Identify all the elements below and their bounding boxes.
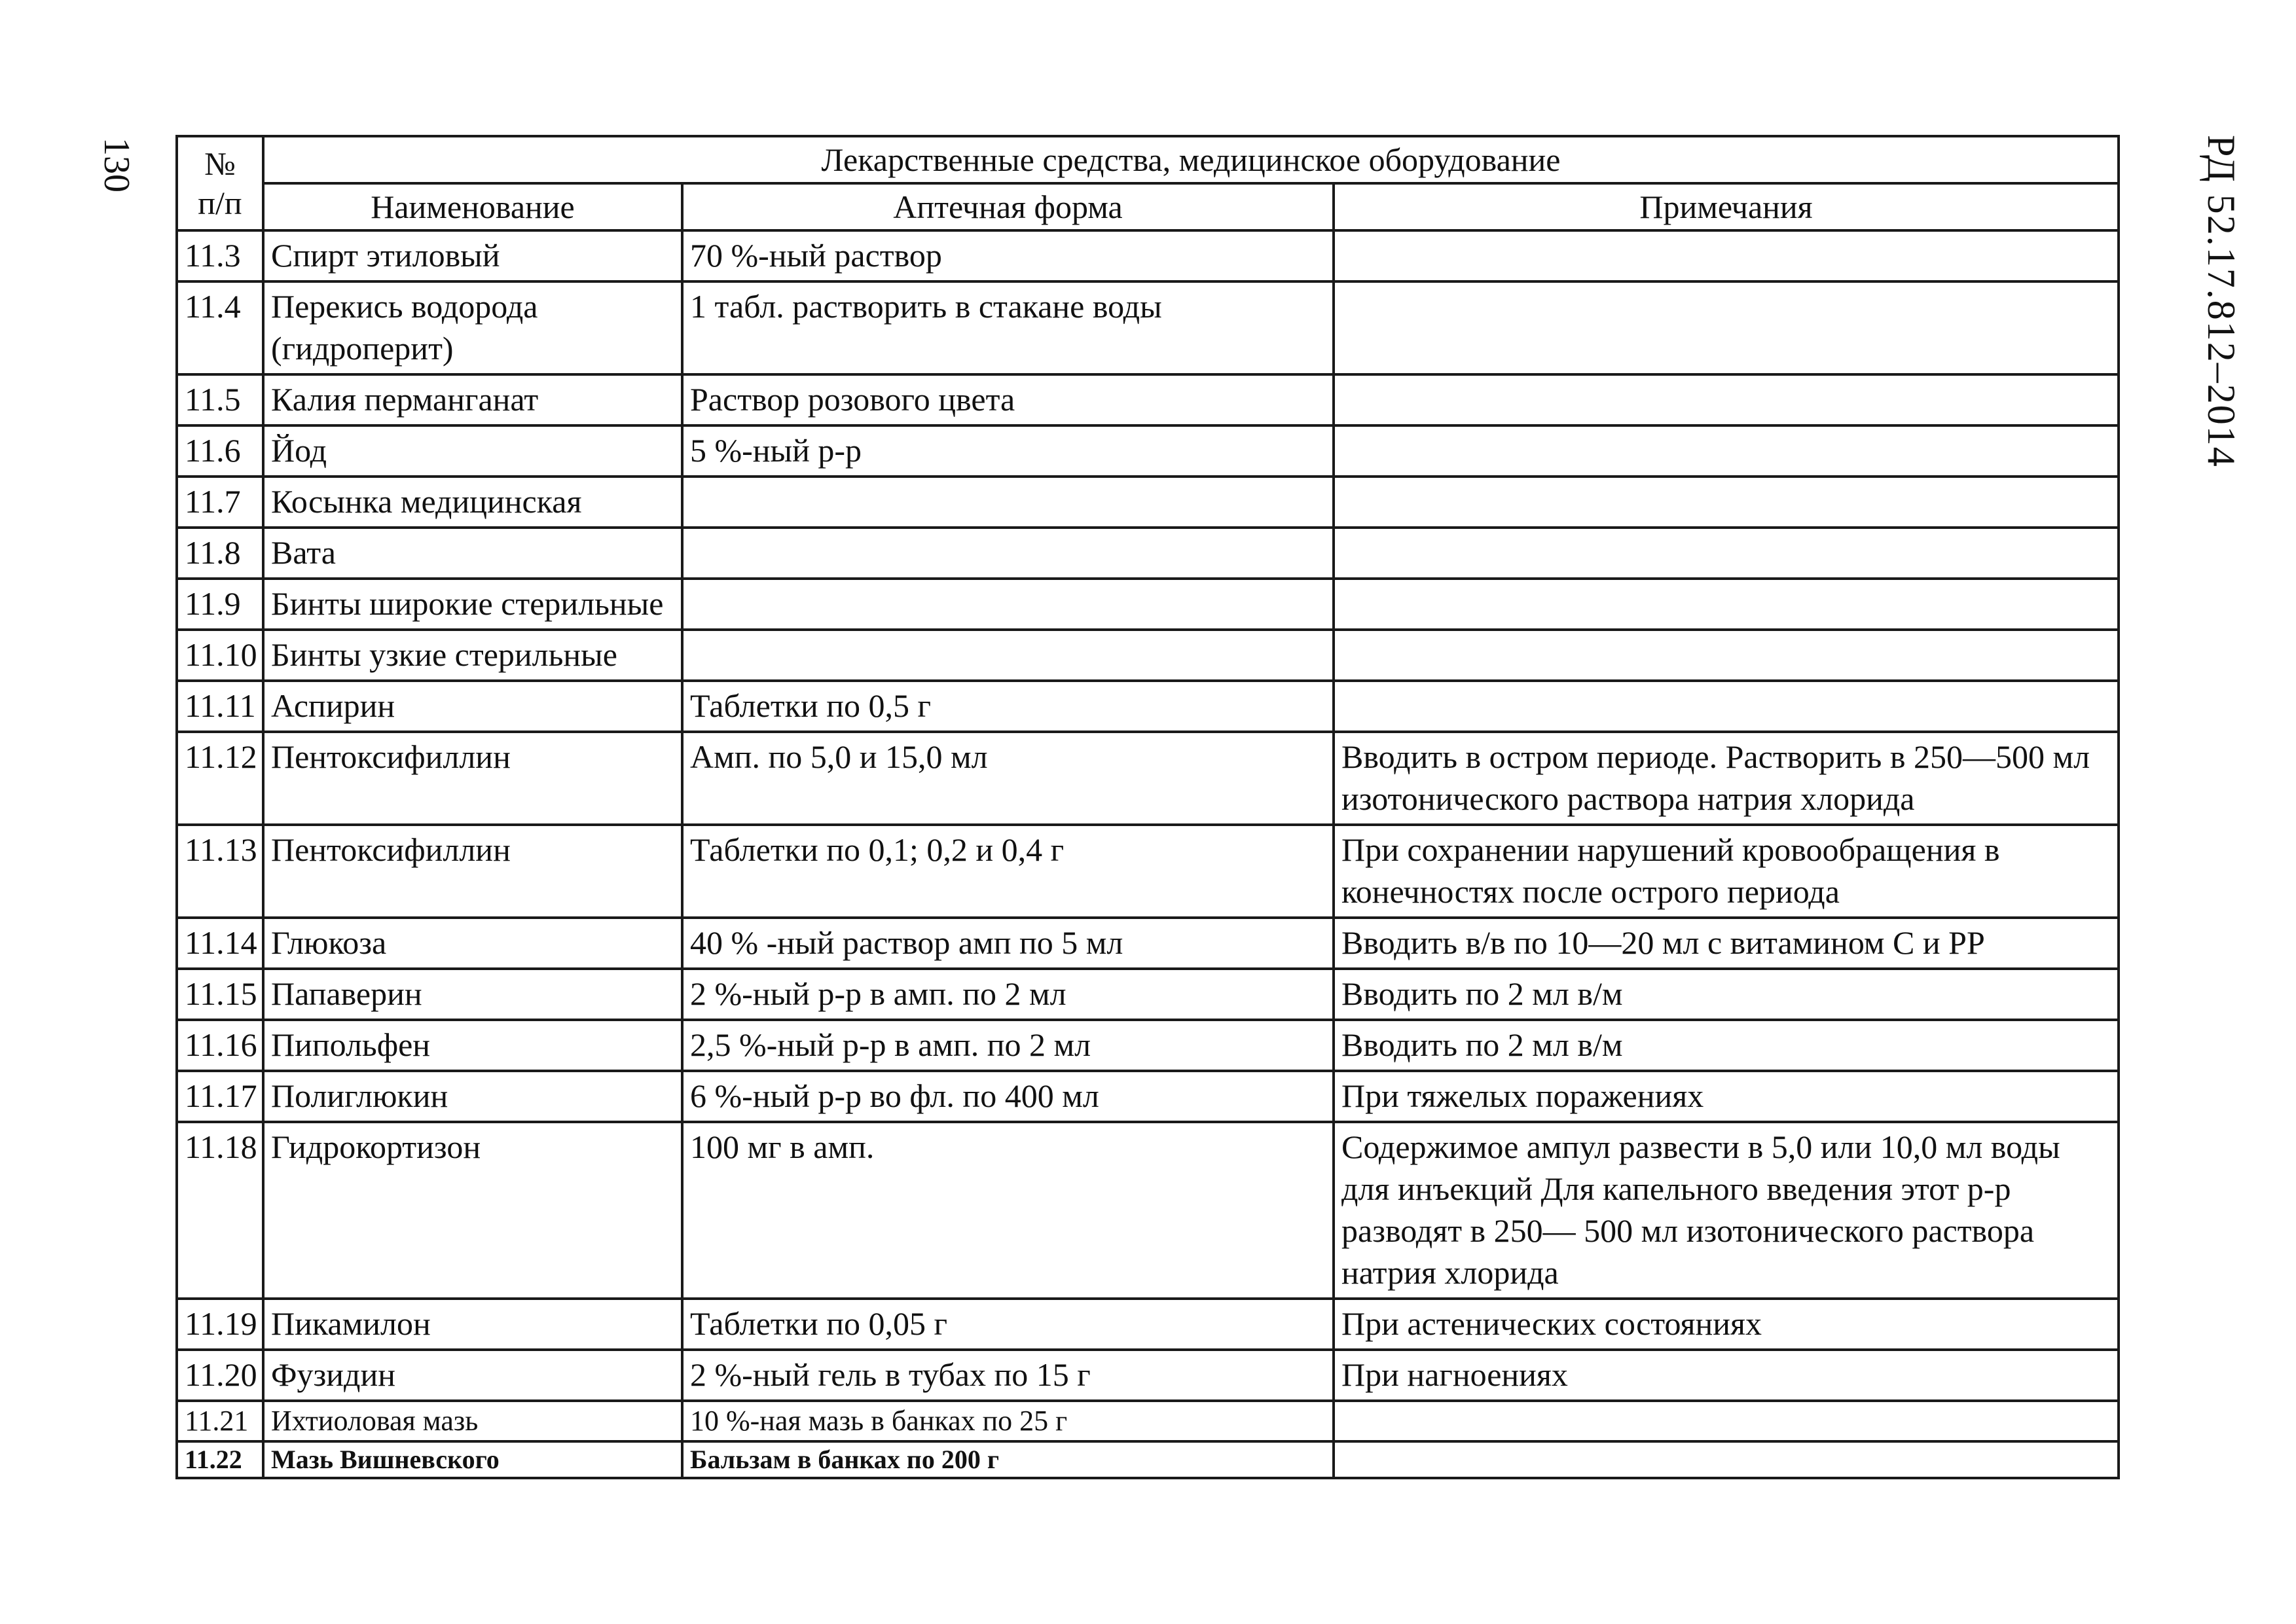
row-note: При нагноениях	[1334, 1350, 2119, 1401]
medicines-table	[175, 135, 2120, 1479]
table-header-row-1	[177, 136, 2119, 183]
row-name: Папаверин	[263, 969, 682, 1020]
table-row	[177, 1441, 2119, 1478]
row-note	[1334, 425, 2119, 477]
table-row	[177, 630, 2119, 681]
header-number-line2: п/п	[198, 185, 242, 221]
row-name: Косынка медицинская	[263, 477, 682, 528]
row-number: 11.17	[177, 1071, 263, 1122]
row-number: 11.15	[177, 969, 263, 1020]
row-number: 11.18	[177, 1122, 263, 1299]
document-code: РД 52.17.812–2014	[2200, 135, 2243, 468]
table-row	[177, 732, 2119, 825]
row-number: 11.5	[177, 374, 263, 425]
row-number: 11.21	[177, 1401, 263, 1441]
row-note	[1334, 230, 2119, 281]
row-number: 11.14	[177, 918, 263, 969]
row-note	[1334, 374, 2119, 425]
row-name: Бинты узкие стерильные	[263, 630, 682, 681]
table-row	[177, 425, 2119, 477]
row-note: Вводить по 2 мл в/м	[1334, 969, 2119, 1020]
row-note	[1334, 1441, 2119, 1478]
table-row	[177, 681, 2119, 732]
header-number	[177, 136, 263, 230]
row-number: 11.8	[177, 528, 263, 579]
row-note: Содержимое ампул развести в 5,0 или 10,0 мл воды для инъекций Для капельного введения этот р-р разводят в 250— 500 мл изотонического раствора натрия хлорида	[1334, 1122, 2119, 1299]
table-row	[177, 1401, 2119, 1441]
row-name: Мазь Вишневского	[263, 1441, 682, 1478]
row-form: 70 %-ный раствор	[682, 230, 1334, 281]
row-name: Спирт этиловый	[263, 230, 682, 281]
row-note	[1334, 1401, 2119, 1441]
row-form: 2,5 %-ный р-р в амп. по 2 мл	[682, 1020, 1334, 1071]
table-row	[177, 1299, 2119, 1350]
row-name: Пентоксифиллин	[263, 732, 682, 825]
row-name: Гидрокортизон	[263, 1122, 682, 1299]
row-form	[682, 579, 1334, 630]
row-note	[1334, 579, 2119, 630]
row-note: При тяжелых поражениях	[1334, 1071, 2119, 1122]
row-name: Калия перманганат	[263, 374, 682, 425]
row-form: 40 % -ный раствор амп по 5 мл	[682, 918, 1334, 969]
table-row	[177, 477, 2119, 528]
table-row	[177, 825, 2119, 918]
header-note: Примечания	[1334, 183, 2119, 230]
row-number: 11.16	[177, 1020, 263, 1071]
table-row	[177, 281, 2119, 374]
row-form: 2 %-ный р-р в амп. по 2 мл	[682, 969, 1334, 1020]
row-name: Полиглюкин	[263, 1071, 682, 1122]
row-form: 10 %-ная мазь в банках по 25 г	[682, 1401, 1334, 1441]
row-name: Пипольфен	[263, 1020, 682, 1071]
row-number: 11.11	[177, 681, 263, 732]
table-row	[177, 230, 2119, 281]
row-number: 11.7	[177, 477, 263, 528]
header-group-title: Лекарственные средства, медицинское оборудование	[263, 136, 2119, 183]
row-name: Глюкоза	[263, 918, 682, 969]
row-name: Вата	[263, 528, 682, 579]
row-note	[1334, 281, 2119, 374]
row-number: 11.9	[177, 579, 263, 630]
row-note	[1334, 630, 2119, 681]
row-name: Бинты широкие стерильные	[263, 579, 682, 630]
row-number: 11.22	[177, 1441, 263, 1478]
row-number: 11.13	[177, 825, 263, 918]
row-form	[682, 630, 1334, 681]
row-name: Ихтиоловая мазь	[263, 1401, 682, 1441]
row-number: 11.10	[177, 630, 263, 681]
row-form: Таблетки по 0,5 г	[682, 681, 1334, 732]
page-number: 130	[96, 137, 137, 192]
row-note	[1334, 681, 2119, 732]
row-form: 6 %-ный р-р во фл. по 400 мл	[682, 1071, 1334, 1122]
row-name: Перекись водорода (гидроперит)	[263, 281, 682, 374]
table-row	[177, 918, 2119, 969]
row-name: Аспирин	[263, 681, 682, 732]
table-row	[177, 579, 2119, 630]
row-form: 5 %-ный р-р	[682, 425, 1334, 477]
row-name: Йод	[263, 425, 682, 477]
row-name: Пикамилон	[263, 1299, 682, 1350]
table-row	[177, 1350, 2119, 1401]
row-form: 1 табл. растворить в стакане воды	[682, 281, 1334, 374]
table-row	[177, 1122, 2119, 1299]
row-form: 2 %-ный гель в тубах по 15 г	[682, 1350, 1334, 1401]
row-number: 11.12	[177, 732, 263, 825]
table-row	[177, 969, 2119, 1020]
row-number: 11.20	[177, 1350, 263, 1401]
row-note	[1334, 477, 2119, 528]
row-note: Вводить по 2 мл в/м	[1334, 1020, 2119, 1071]
row-note: При сохранении нарушений кровообращения в конечностях после острого периода	[1334, 825, 2119, 918]
table-row	[177, 528, 2119, 579]
row-form: 100 мг в амп.	[682, 1122, 1334, 1299]
table-row	[177, 1071, 2119, 1122]
row-note	[1334, 528, 2119, 579]
header-form: Аптечная форма	[682, 183, 1334, 230]
row-form: Бальзам в банках по 200 г	[682, 1441, 1334, 1478]
row-number: 11.3	[177, 230, 263, 281]
header-name: Наименование	[263, 183, 682, 230]
row-form: Таблетки по 0,1; 0,2 и 0,4 г	[682, 825, 1334, 918]
table-row	[177, 1020, 2119, 1071]
row-note: При астенических состояниях	[1334, 1299, 2119, 1350]
table-header-row-2	[177, 183, 2119, 230]
row-number: 11.19	[177, 1299, 263, 1350]
row-form	[682, 528, 1334, 579]
row-name: Пентоксифиллин	[263, 825, 682, 918]
header-number-line1: №	[204, 145, 236, 182]
row-form: Раствор розового цвета	[682, 374, 1334, 425]
row-name: Фузидин	[263, 1350, 682, 1401]
row-number: 11.4	[177, 281, 263, 374]
row-note: Вводить в остром периоде. Растворить в 250—500 мл изотонического раствора натрия хлорида	[1334, 732, 2119, 825]
table-row	[177, 374, 2119, 425]
row-form: Амп. по 5,0 и 15,0 мл	[682, 732, 1334, 825]
row-note: Вводить в/в по 10—20 мл с витамином С и РР	[1334, 918, 2119, 969]
row-form: Таблетки по 0,05 г	[682, 1299, 1334, 1350]
row-form	[682, 477, 1334, 528]
row-number: 11.6	[177, 425, 263, 477]
